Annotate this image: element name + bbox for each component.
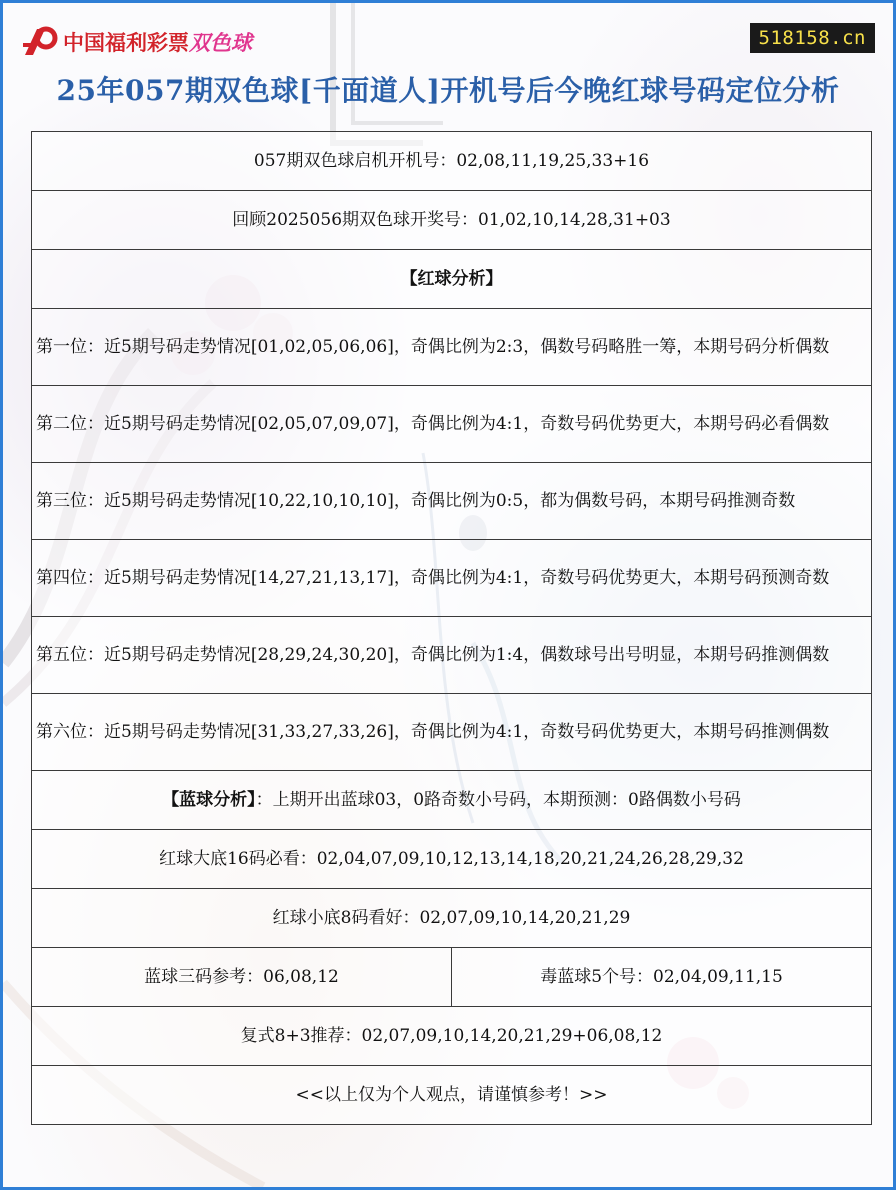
red-analysis-header: 【红球分析】: [32, 250, 872, 309]
blue-analysis-row: [32, 771, 872, 830]
red16-row: 红球大底16码必看：02,04,07,09,10,12,13,14,18,20,21,24,26,28,29,32: [32, 830, 872, 889]
site-domain-badge: 518158.cn: [750, 23, 875, 53]
position-1-row: 第一位：近5期号码走势情况[01,02,05,06,06]，奇偶比例为2:3，偶数号码略胜一筹，本期号码分析偶数: [32, 309, 872, 386]
fushi-row: 复式8+3推荐：02,07,09,10,14,20,21,29+06,08,12: [32, 1007, 872, 1066]
lottery-logo-icon: [21, 25, 59, 59]
kaiji-row: 057期双色球启机开机号：02,08,11,19,25,33+16: [32, 132, 872, 191]
analysis-table: [31, 131, 872, 1125]
position-4-row: 第四位：近5期号码走势情况[14,27,21,13,17]，奇偶比例为4:1，奇数号码优势更大，本期号码预测奇数: [32, 540, 872, 617]
blue-analysis-label: 【蓝球分析】: [162, 790, 256, 810]
position-6-row: 第六位：近5期号码走势情况[31,33,27,33,26]，奇偶比例为4:1，奇数号码优势更大，本期号码推测偶数: [32, 694, 872, 771]
review-row: 回顾2025056期双色球开奖号：01,02,10,14,28,31+03: [32, 191, 872, 250]
blue-analysis-text: ：上期开出蓝球03，0路奇数小号码，本期预测：0路偶数小号码: [255, 790, 741, 810]
position-2-row: 第二位：近5期号码走势情况[02,05,07,09,07]，奇偶比例为4:1，奇数号码优势更大，本期号码必看偶数: [32, 386, 872, 463]
welfare-lottery-logo: [21, 25, 252, 59]
red8-row: 红球小底8码看好：02,07,09,10,14,20,21,29: [32, 889, 872, 948]
logo-text: 中国福利彩票双色球: [63, 31, 252, 55]
blue3-cell: 蓝球三码参考：06,08,12: [32, 948, 452, 1007]
page-title: 25年057期双色球[千面道人]开机号后今晚红球号码定位分析: [56, 74, 840, 107]
poison-blue-cell: 毒蓝球5个号：02,04,09,11,15: [452, 948, 872, 1007]
disclaimer-row: <<以上仅为个人观点，请谨慎参考！>>: [32, 1066, 872, 1125]
position-3-row: 第三位：近5期号码走势情况[10,22,10,10,10]，奇偶比例为0:5，都为偶数号码，本期号码推测奇数: [32, 463, 872, 540]
position-5-row: 第五位：近5期号码走势情况[28,29,24,30,20]，奇偶比例为1:4，偶数球号出号明显，本期号码推测偶数: [32, 617, 872, 694]
